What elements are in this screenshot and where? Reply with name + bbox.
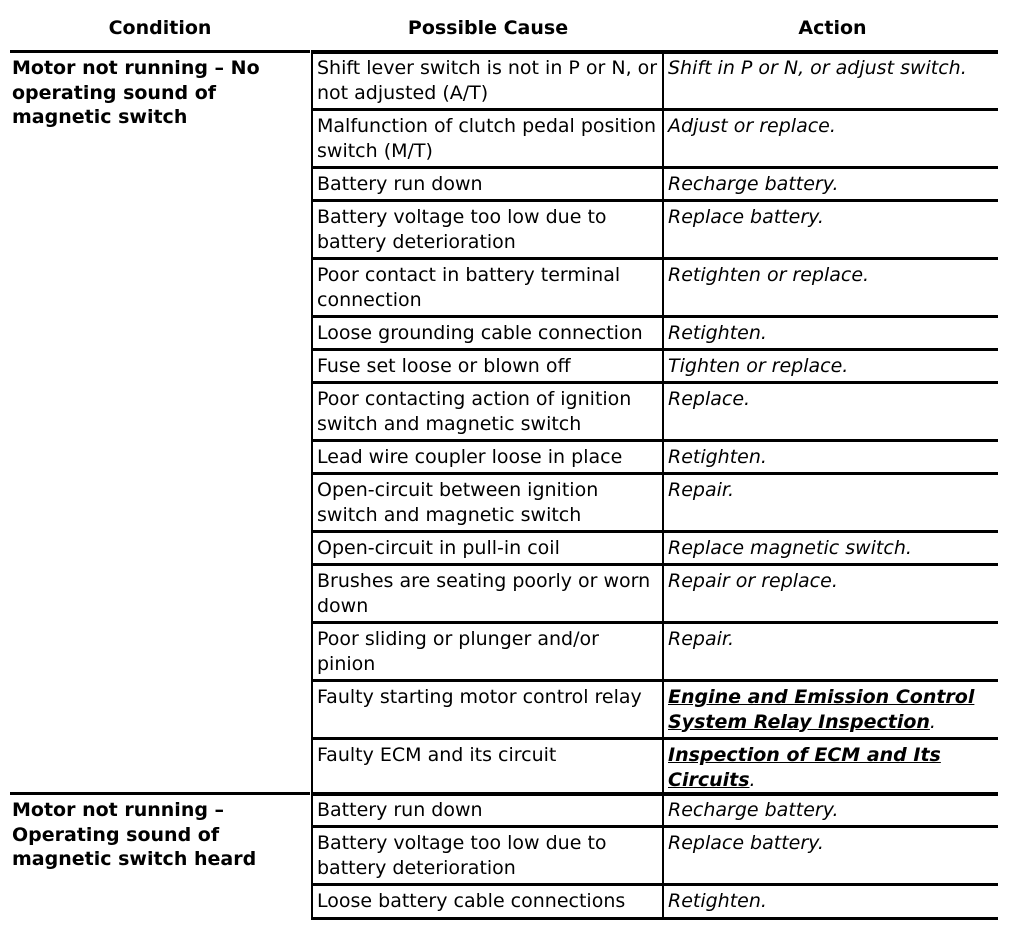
action-cell: Replace battery. (668, 832, 824, 854)
action-cell: Recharge battery. (668, 799, 839, 821)
action-cell: Recharge battery. (668, 173, 839, 195)
row-rule (313, 199, 998, 202)
cause-cell: Faulty starting motor control relay (317, 686, 642, 708)
action-cell: Retighten. (668, 890, 767, 912)
cause-cell: Open-circuit between ignition switch and magnetic switch (317, 479, 599, 526)
condition-cell: Motor not running – No operating sound of magnetic switch (12, 57, 260, 128)
action-cell: Retighten. (668, 322, 767, 344)
action-cell: Retighten. (668, 446, 767, 468)
cause-cell: Open-circuit in pull-in coil (317, 537, 560, 559)
action-cell (668, 685, 998, 734)
row-rule (313, 166, 998, 169)
cause-cell: Poor sliding or plunger and/or pinion (317, 628, 599, 675)
row-rule (313, 348, 998, 351)
cause-cell: Battery run down (317, 173, 483, 195)
action-link[interactable]: Engine and Emission Control System Relay Inspection (668, 686, 975, 733)
bottom-rule (313, 917, 998, 920)
action-link[interactable]: Inspection of ECM and Its Circuits (668, 744, 941, 791)
cause-cell: Loose battery cable connections (317, 890, 626, 912)
cause-cell: Battery voltage too low due to battery deterioration (317, 206, 607, 253)
row-rule (313, 737, 998, 740)
action-cell: Replace magnetic switch. (668, 537, 912, 559)
cause-cell: Faulty ECM and its circuit (317, 744, 557, 766)
action-cell: Shift in P or N, or adjust switch. (668, 57, 967, 79)
row-rule (313, 530, 998, 533)
condition-cell: Motor not running – Operating sound of magnetic switch heard (12, 799, 257, 870)
row-rule (313, 381, 998, 384)
header-condition: Condition (108, 17, 212, 39)
cause-cell: Loose grounding cable connection (317, 322, 643, 344)
cause-cell: Lead wire coupler loose in place (317, 446, 623, 468)
action-cell: Replace. (668, 388, 751, 410)
cause-cell: Poor contacting action of ignition switch and magnetic switch (317, 388, 632, 435)
cause-cell: Malfunction of clutch pedal position switch (M/T) (317, 115, 657, 162)
row-rule (313, 883, 998, 886)
condition-rule (10, 50, 310, 53)
action-cell: Repair. (668, 479, 734, 501)
action-cell: Retighten or replace. (668, 264, 870, 286)
row-rule (313, 108, 998, 111)
row-rule (313, 439, 998, 442)
action-suffix: . (929, 710, 936, 733)
condition-rule (10, 792, 310, 795)
cause-cell: Battery voltage too low due to battery deterioration (317, 832, 607, 879)
row-rule (313, 257, 998, 260)
row-rule (313, 563, 998, 566)
column-divider-right (662, 50, 664, 920)
row-rule (313, 825, 998, 828)
action-cell: Repair. (668, 628, 734, 650)
row-rule (313, 792, 998, 796)
row-rule (313, 679, 998, 682)
cause-cell: Battery run down (317, 799, 483, 821)
action-cell (668, 743, 998, 792)
action-cell: Replace battery. (668, 206, 824, 228)
cause-cell: Fuse set loose or blown off (317, 355, 571, 377)
cause-cell: Poor contact in battery terminal connection (317, 264, 621, 311)
action-cell: Adjust or replace. (668, 115, 836, 137)
action-cell: Tighten or replace. (668, 355, 849, 377)
row-rule (313, 315, 998, 318)
action-cell: Repair or replace. (668, 570, 838, 592)
row-rule (313, 621, 998, 624)
action-suffix: . (749, 768, 756, 791)
row-rule (313, 472, 998, 475)
column-divider-left (311, 50, 313, 920)
cause-cell: Shift lever switch is not in P or N, or not adjusted (A/T) (317, 57, 658, 104)
cause-cell: Brushes are seating poorly or worn down (317, 570, 651, 617)
header-possible-cause: Possible Cause (407, 17, 569, 39)
header-action: Action (798, 17, 867, 39)
row-rule (313, 50, 998, 54)
